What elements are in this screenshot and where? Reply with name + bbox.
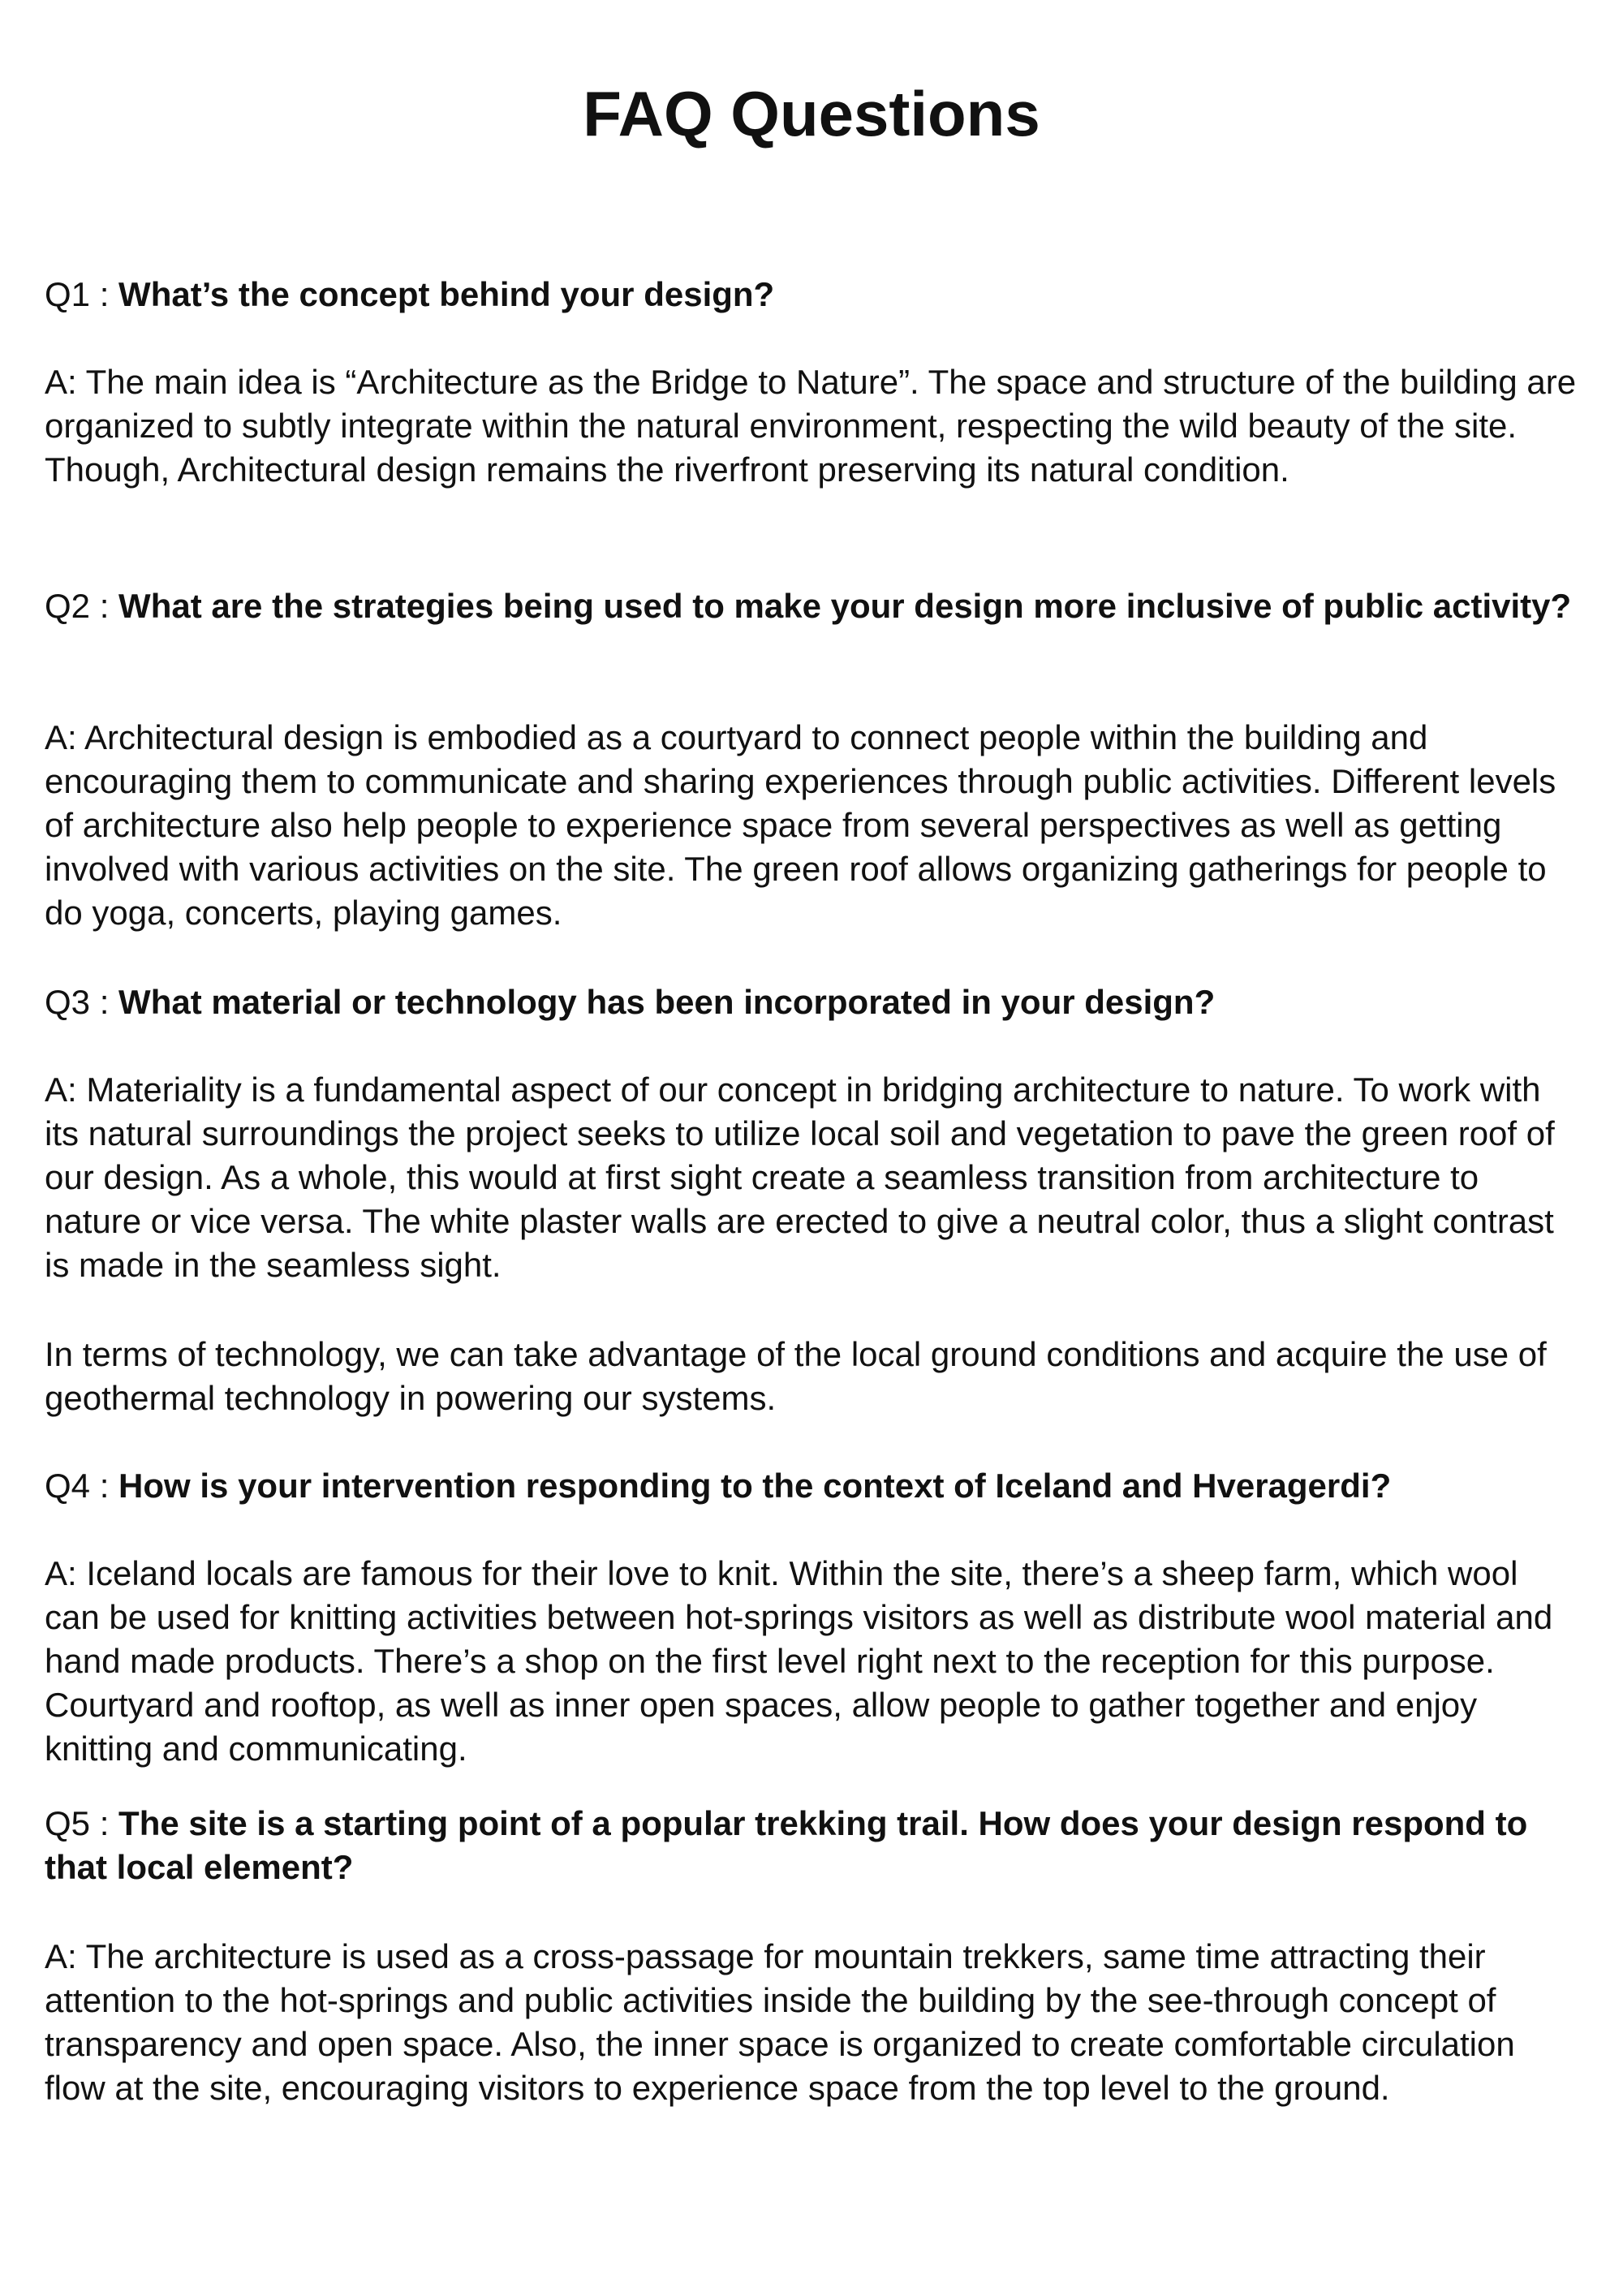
- question-1-prefix: Q1 :: [45, 275, 119, 313]
- question-1-text: What’s the concept behind your design?: [118, 275, 775, 313]
- question-2-text: What are the strategies being used to make your design more inclusive of public activity?: [118, 587, 1572, 625]
- question-3-prefix: Q3 :: [45, 983, 119, 1021]
- question-5: [45, 1802, 1578, 1889]
- answer-5: A: The architecture is used as a cross-passage for mountain trekkers, same time attracting their attention to the hot-springs and public activities inside the building by the see-through concept of transparency and open space. Also, the inner space is organized to create comfortable circulation flow at the site, encouraging visitors to experience space from the top level to the ground.: [45, 1937, 1515, 2107]
- question-3-text: What material or technology has been incorporated in your design?: [118, 983, 1216, 1021]
- question-2: [45, 584, 1578, 628]
- question-4: [45, 1464, 1578, 1508]
- question-2-prefix: Q2 :: [45, 587, 119, 625]
- page-title: FAQ Questions: [583, 78, 1040, 149]
- answer-4: A: Iceland locals are famous for their love to knit. Within the site, there’s a sheep farm, which wool can be used for knitting activities between hot-springs visitors as well as distribute wool material and hand made products. There’s a shop on the first level right next to the reception for this purpose. Courtyard and rooftop, as well as inner open spaces, allow people to gather together and enjoy knitting and communicating.: [45, 1554, 1553, 1768]
- question-3: [45, 980, 1578, 1024]
- answer-1: A: The main idea is “Architecture as the Bridge to Nature”. The space and structure of the building are organized to subtly integrate within the natural environment, respecting the wild beauty of the site. Though, Architectural design remains the riverfront preserving its natural condition.: [45, 363, 1577, 489]
- question-5-text: The site is a starting point of a popular trekking trail. How does your design respond to that local element?: [45, 1804, 1528, 1886]
- answer-2: A: Architectural design is embodied as a courtyard to connect people within the building and encouraging them to communicate and sharing experiences through public activities. Different levels of architecture also help people to experience space from several perspectives as well as getting involved with various activities on the site. The green roof allows organizing gatherings for people to do yoga, concerts, playing games.: [45, 718, 1556, 932]
- answer-3-continued: In terms of technology, we can take advantage of the local ground conditions and acquire the use of geothermal technology in powering our systems.: [45, 1335, 1547, 1417]
- question-4-prefix: Q4 :: [45, 1467, 119, 1505]
- question-1: [45, 273, 1578, 317]
- question-4-text: How is your intervention responding to the context of Iceland and Hveragerdi?: [118, 1467, 1392, 1505]
- question-5-prefix: Q5 :: [45, 1804, 119, 1842]
- answer-3: A: Materiality is a fundamental aspect of our concept in bridging architecture to nature. To work with its natural surroundings the project seeks to utilize local soil and vegetation to pave the green roof of our design. As a whole, this would at first sight create a seamless transition from architecture to nature or vice versa. The white plaster walls are erected to give a neutral color, thus a slight contrast is made in the seamless sight.: [45, 1070, 1555, 1284]
